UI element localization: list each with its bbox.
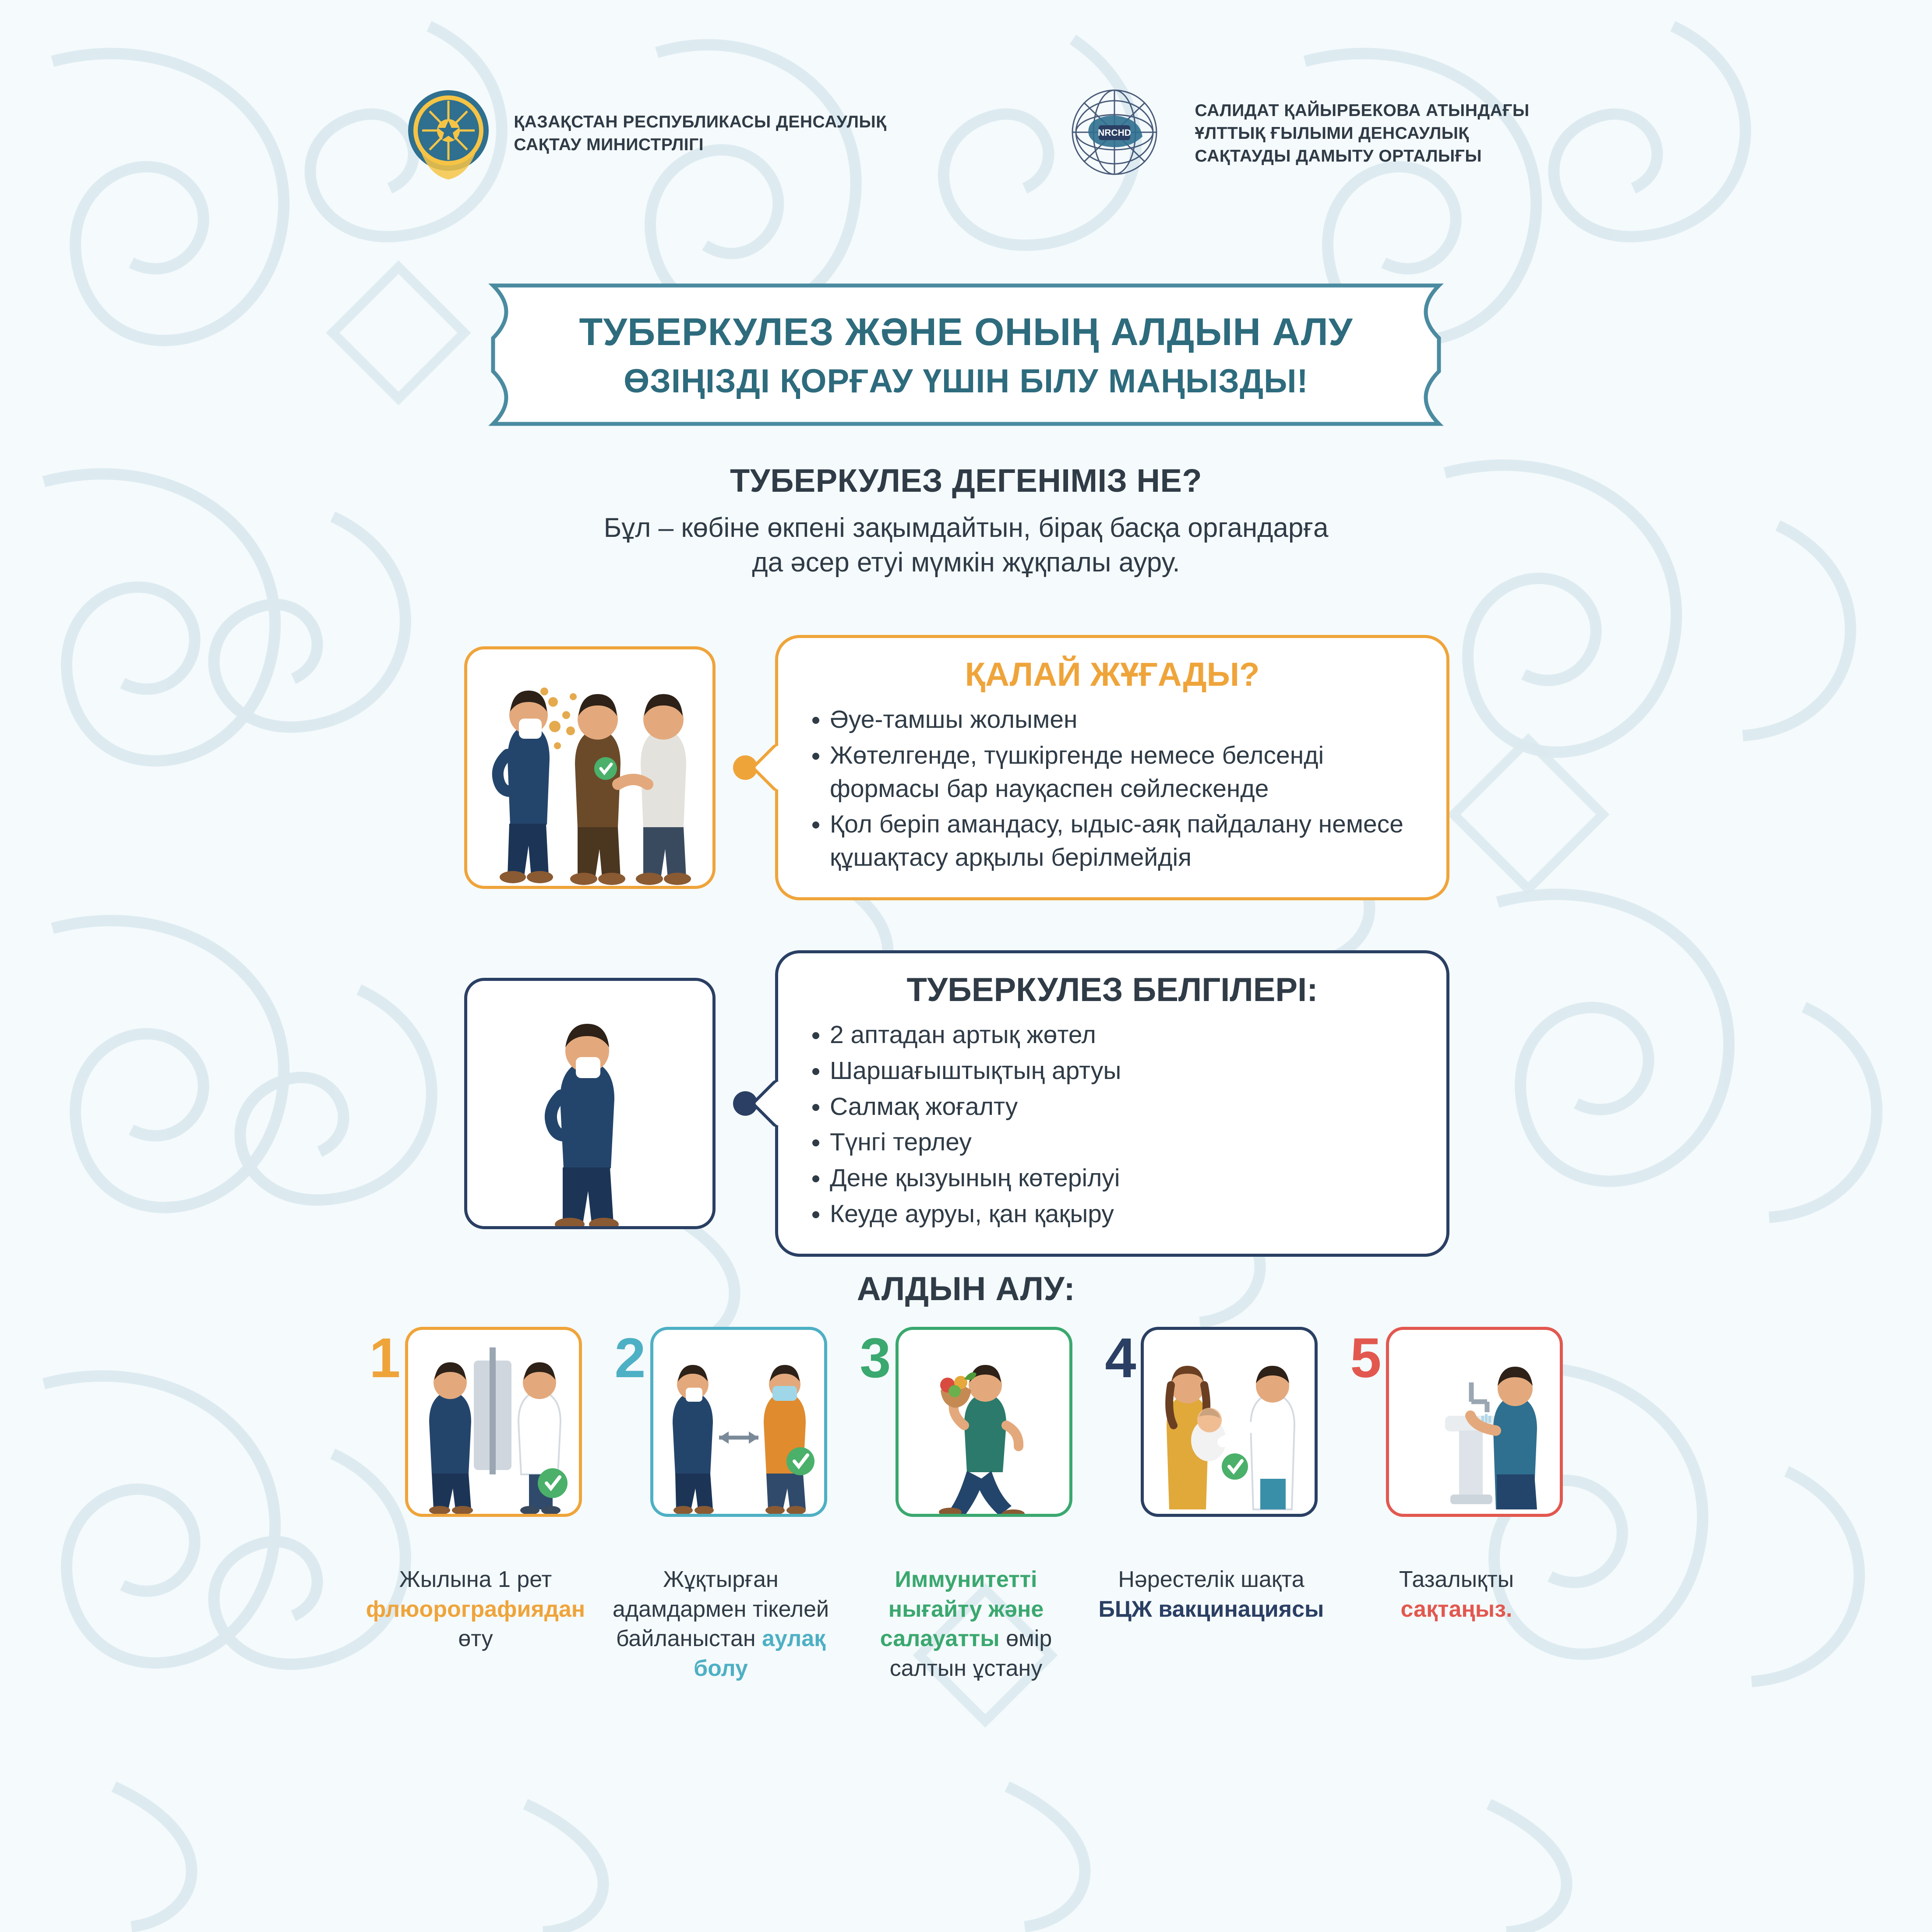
symptom-item: Салмақ жоғалту [830,1090,1420,1124]
symptom-item: Шаршағыштықтың артуы [830,1054,1420,1088]
bcg-vaccination-baby-illustration [1144,1330,1315,1514]
caption-part: Тазалықты [1399,1567,1514,1592]
symptom-item: Түнгі терлеу [830,1126,1420,1159]
nrchd-logo-block [1053,83,1530,184]
prevention-caption-5 [1343,1565,1570,1624]
symptom-item: 2 аптадан артық жөтел [830,1019,1420,1052]
nrchd-abbr-text: NRCHD [1097,128,1131,138]
caption-part-highlight: БЦЖ вакцинациясы [1098,1596,1324,1622]
caption-part-highlight: Иммунитетті нығайту және [888,1567,1044,1622]
prevention-number-1: 1 [369,1327,401,1389]
prevention-caption-1 [362,1565,589,1654]
ministry-line-1: ҚАЗАҚСТАН РЕСПУБЛИКАСЫ ДЕНСАУЛЫҚ [514,112,887,131]
caption-part: Нәрестелік шақта [1118,1567,1304,1592]
coughing-man-illustration [467,981,712,1226]
prevention-caption-2 [607,1565,835,1683]
kazakhstan-emblem-icon [402,83,494,184]
title-banner [462,280,1470,429]
intro-section [397,462,1535,580]
nrchd-globe-icon [1053,83,1176,184]
ministry-line-2: САҚТАУ МИНИСТРЛІГІ [514,135,704,154]
caption-part: Жылына 1 рет [399,1567,552,1592]
prevention-image-2 [650,1327,827,1517]
symptoms-image-card [464,978,716,1229]
transmission-item: Қол беріп амандасу, ыдыс-аяқ пайдалану немесе құшақтасу арқылы берілмейдія [830,808,1420,874]
prevention-item-4 [1097,1327,1325,1683]
banner-title-line-2: ӨЗІҢІЗДІ ҚОРҒАУ ҮШІН БІЛУ МАҢЫЗДЫ! [624,362,1308,400]
symptom-item: Кеуде ауруы, қан қақыру [830,1198,1420,1231]
healthy-lifestyle-running-illustration [899,1330,1069,1514]
caption-part: Жұқтырған адамдармен тікелей байланыстан [612,1567,829,1652]
transmission-section [464,635,1480,900]
prevention-image-1 [405,1327,582,1517]
caption-part-highlight: салауатты [880,1626,1006,1652]
nrchd-logo-text [1195,99,1530,168]
prevention-number-3: 3 [860,1327,891,1389]
transmission-item: Әуе-тамшы жолымен [830,703,1420,737]
intro-line-1: Бұл – көбіне өкпені зақымдайтын, бірақ басқа органдарға [603,513,1329,543]
caption-part: өту [458,1626,493,1652]
nrchd-line-2: ҰЛТТЫҚ ҒЫЛЫМИ ДЕНСАУЛЫҚ [1195,123,1469,143]
caption-part-highlight: сақтаңыз. [1400,1596,1512,1622]
prevention-item-2 [607,1327,835,1683]
ministry-logo-text [514,111,886,157]
transmission-title: ҚАЛАЙ ЖҰҒАДЫ? [965,656,1260,693]
transmission-item: Жөтелгенде, түшкіргенде немесе белсенді формасы бар науқаспен сөйлескенде [830,739,1420,806]
prevention-image-4 [1141,1327,1318,1517]
coughing-man-handshake-illustration [467,649,712,886]
prevention-item-3 [852,1327,1080,1683]
transmission-image-card [464,646,716,889]
prevention-item-5 [1343,1327,1570,1683]
caption-part-highlight: аулақ болу [694,1626,826,1681]
handwashing-illustration [1389,1330,1560,1514]
prevention-number-4: 4 [1105,1327,1136,1389]
prevention-caption-3 [852,1565,1080,1683]
prevention-title: АЛДЫН АЛУ: [857,1270,1075,1308]
symptoms-title: ТУБЕРКУЛЕЗ БЕЛГІЛЕРІ: [906,971,1318,1008]
poster-header [0,83,1932,184]
prevention-row [362,1327,1570,1683]
intro-line-2: да әсер етуі мүмкін жұқпалы ауру. [752,547,1180,578]
fluorography-exam-illustration [408,1330,579,1514]
symptoms-section [464,950,1480,1257]
prevention-image-3 [895,1327,1072,1517]
ministry-logo-block [402,83,886,184]
nrchd-line-1: САЛИДАТ ҚАЙЫРБЕКОВА АТЫНДАҒЫ [1195,101,1530,120]
transmission-callout [775,635,1449,900]
nrchd-line-3: САҚТАУДЫ ДАМЫТУ ОРТАЛЫҒЫ [1195,147,1482,166]
keep-distance-mask-illustration [653,1330,824,1514]
caption-part: өмір салтын ұстану [889,1626,1052,1681]
prevention-item-1 [362,1327,589,1683]
symptom-item: Дене қызуының көтерілуі [830,1162,1420,1195]
intro-title: ТУБЕРКУЛЕЗ ДЕГЕНІМІЗ НЕ? [730,462,1202,499]
caption-part-highlight: флюорографиядан [366,1596,585,1622]
banner-title-line-1: ТУБЕРКУЛЕЗ ЖӘНЕ ОНЫҢ АЛДЫН АЛУ [579,310,1353,353]
symptoms-callout [775,950,1449,1257]
prevention-number-2: 2 [614,1327,646,1389]
prevention-caption-4 [1097,1565,1325,1624]
prevention-image-5 [1386,1327,1563,1517]
prevention-number-5: 5 [1350,1327,1382,1389]
